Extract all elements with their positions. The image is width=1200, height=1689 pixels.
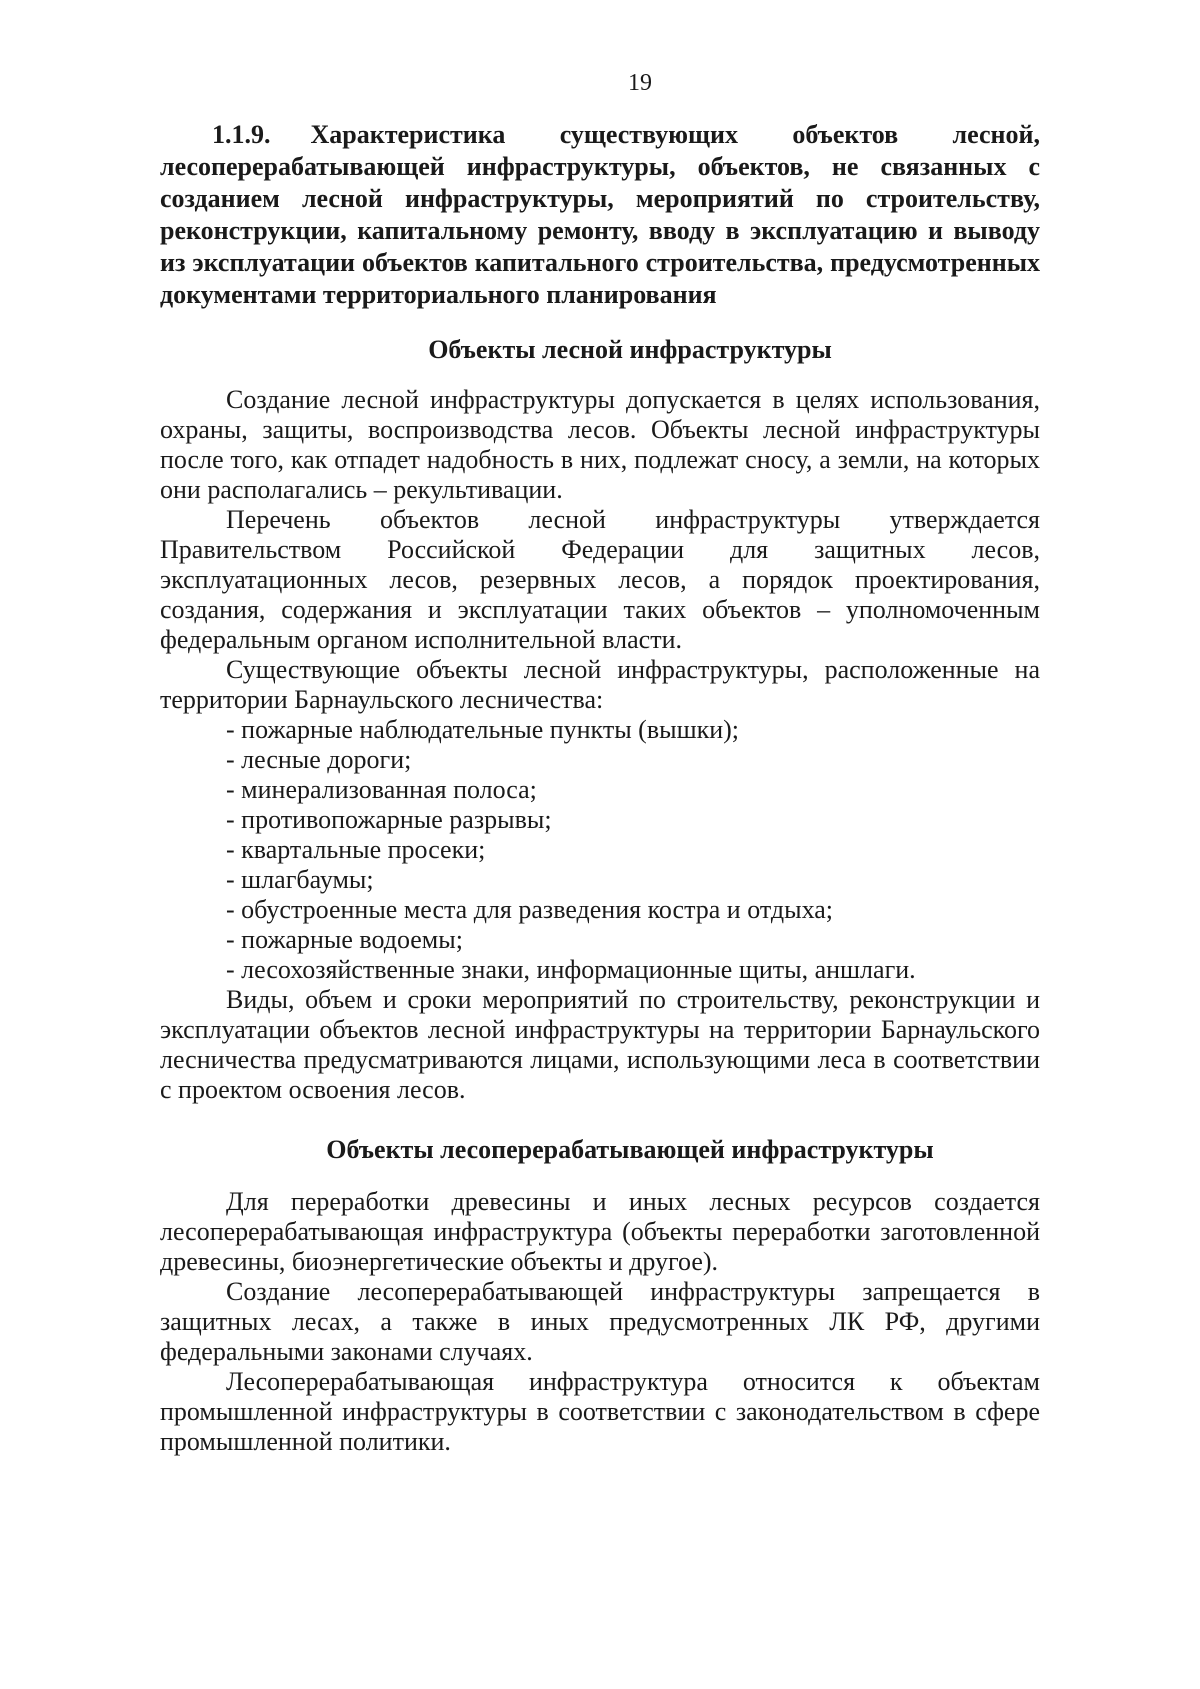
list-item: - лесохозяйственные знаки, информационные щиты, аншлаги. [226,955,1040,985]
subheading-processing-infrastructure: Объекты лесоперерабатывающей инфраструктуры [326,1135,934,1164]
section-heading-text: Характеристика существующих объектов лесной, лесоперерабатывающей инфраструктуры, объектов, не связанных с созданием лесной инфраструктуры, мероприятий по строительству, реконструкции, капитальному ремонту, вводу в эксплуатацию и выводу из эксплуатации объектов капитального строительства, предусмотренных документами территориального планирования [160,120,1040,309]
document-page [160,70,1040,1457]
list-item: - противопожарные разрывы; [226,805,1040,835]
infrastructure-list [160,715,1040,985]
list-item: - минерализованная полоса; [226,775,1040,805]
list-item: - обустроенные места для разведения костра и отдыха; [226,895,1040,925]
paragraph: Для переработки древесины и иных лесных ресурсов создается лесоперерабатывающая инфраструктура (объекты переработки заготовленной древесины, биоэнергетические объекты и другое). [160,1187,1040,1276]
page-number: 19 [628,70,652,96]
list-item: - квартальные просеки; [226,835,1040,865]
list-item: - лесные дороги; [226,745,1040,775]
subheading-forest-infrastructure: Объекты лесной инфраструктуры [428,335,832,364]
paragraph: Создание лесоперерабатывающей инфраструктуры запрещается в защитных лесах, а также в иных предусмотренных ЛК РФ, другими федеральными законами случаях. [160,1277,1040,1366]
section-number: 1.1.9. [212,120,271,149]
section-heading [160,119,1040,311]
paragraph: Виды, объем и сроки мероприятий по строительству, реконструкции и эксплуатации объектов лесной инфраструктуры на территории Барнаульского лесничества предусматриваются лицами, использующими леса в соответствии с проектом освоения лесов. [160,985,1040,1104]
paragraph: Перечень объектов лесной инфраструктуры утверждается Правительством Российской Федерации для защитных лесов, эксплуатационных лесов, резервных лесов, а порядок проектирования, создания, содержания и эксплуатации таких объектов – уполномоченным федеральным органом исполнительной власти. [160,505,1040,654]
paragraph: Создание лесной инфраструктуры допускается в целях использования, охраны, защиты, воспроизводства лесов. Объекты лесной инфраструктуры после того, как отпадет надобность в них, подлежат сносу, а земли, на которых они располагались – рекультивации. [160,385,1040,504]
list-item: - пожарные наблюдательные пункты (вышки); [226,715,1040,745]
list-item: - шлагбаумы; [226,865,1040,895]
paragraph: Существующие объекты лесной инфраструктуры, расположенные на территории Барнаульского лесничества: [160,655,1040,714]
list-item: - пожарные водоемы; [226,925,1040,955]
paragraph: Лесоперерабатывающая инфраструктура относится к объектам промышленной инфраструктуры в соответствии с законодательством в сфере промышленной политики. [160,1367,1040,1456]
